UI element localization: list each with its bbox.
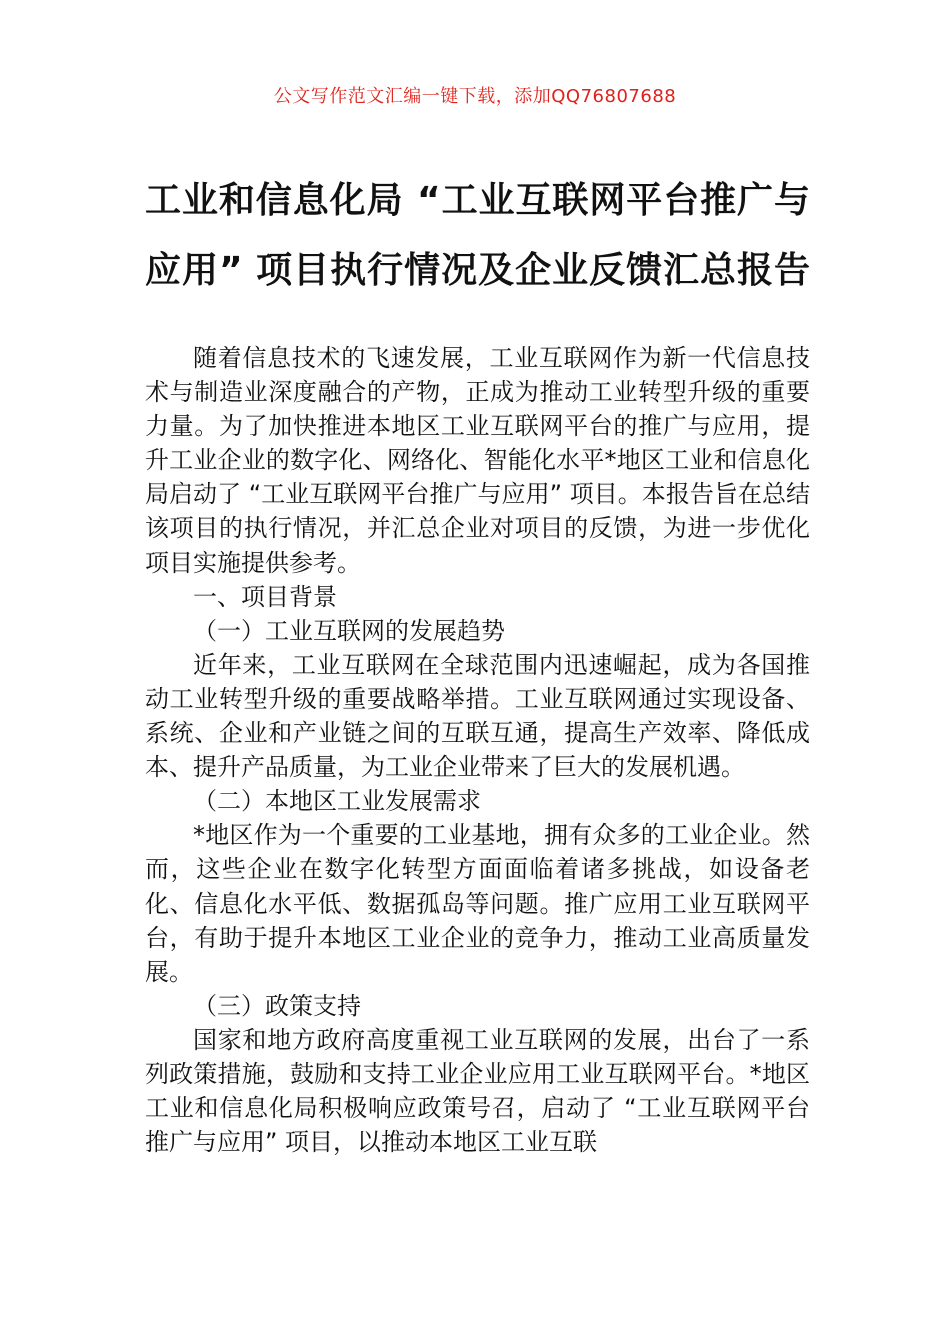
subsection-paragraph-local-demand: *地区作为一个重要的工业基地，拥有众多的工业企业。然而，这些企业在数字化转型方面面临着诸多挑战，如设备老化、信息化水平低、数据孤岛等问题。推广应用工业互联网平台，有助于提升本地区工业企业的竞争力，推动工业高质量发展。 xyxy=(145,821,810,986)
subsection-heading-trend: （一）工业互联网的发展趋势 xyxy=(193,616,505,645)
subsection-heading-local-demand: （二）本地区工业发展需求 xyxy=(193,787,481,816)
subsection-heading-policy: （三）政策支持 xyxy=(193,991,361,1020)
document-body xyxy=(145,341,810,1159)
title-line-2: 应用” 项目执行情况及企业反馈汇总报告 xyxy=(145,250,810,291)
promo-banner-text[interactable]: 公文写作范文汇编一键下载，添加QQ76807688 xyxy=(273,86,677,107)
subsection-paragraph-trend: 近年来，工业互联网在全球范围内迅速崛起，成为各国推动工业转型升级的重要战略举措。工业互联网通过实现设备、系统、企业和产业链之间的互联互通，提高生产效率、降低成本、提升产品质量，为工业企业带来了巨大的发展机遇。 xyxy=(145,650,810,782)
section-heading-background: 一、项目背景 xyxy=(193,582,337,611)
subsection-paragraph-policy: 国家和地方政府高度重视工业互联网的发展，出台了一系列政策措施，鼓励和支持工业企业应用工业互联网平台。*地区工业和信息化局积极响应政策号召，启动了 “工业互联网平台推广与应用” 项目，以推动本地区工业互联 xyxy=(145,1025,810,1157)
document-title xyxy=(145,166,810,306)
intro-paragraph: 随着信息技术的飞速发展，工业互联网作为新一代信息技术与制造业深度融合的产物，正成为推动工业转型升级的重要力量。为了加快推进本地区工业互联网平台的推广与应用，提升工业企业的数字化、网络化、智能化水平*地区工业和信息化局启动了 “工业互联网平台推广与应用” 项目。本报告旨在总结该项目的执行情况，并汇总企业对项目的反馈，为进一步优化项目实施提供参考。 xyxy=(145,344,810,577)
title-line-1: 工业和信息化局 “工业互联网平台推广与 xyxy=(145,180,810,221)
